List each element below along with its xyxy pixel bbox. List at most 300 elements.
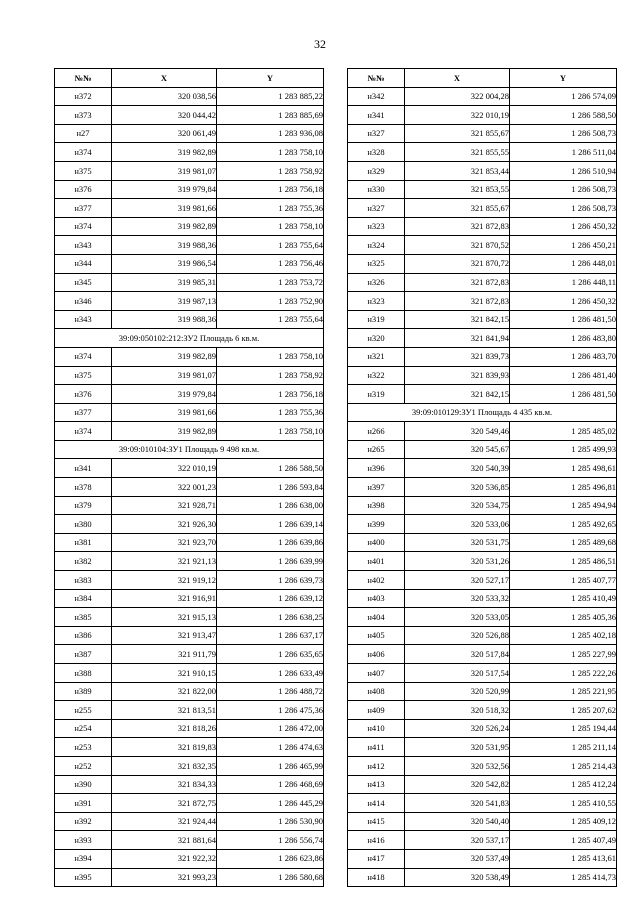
y-coordinate: 1 283 885,22 [217, 87, 324, 106]
table-row [55, 422, 324, 441]
point-number: н417 [348, 849, 405, 868]
point-number: н372 [55, 87, 112, 106]
y-coordinate: 1 285 194,44 [510, 719, 617, 738]
point-number: н320 [348, 329, 405, 348]
y-coordinate: 1 286 588,50 [217, 459, 324, 478]
table-row [55, 664, 324, 683]
y-coordinate: 1 286 475,36 [217, 701, 324, 720]
table-row [55, 849, 324, 868]
table-row [55, 589, 324, 608]
point-number: н382 [55, 552, 112, 571]
x-coordinate: 319 981,07 [112, 366, 217, 385]
table-row [348, 87, 617, 106]
x-coordinate: 320 533,32 [405, 589, 510, 608]
point-number: н387 [55, 645, 112, 664]
x-coordinate: 321 872,83 [405, 217, 510, 236]
point-number: н396 [348, 459, 405, 478]
table-row [348, 273, 617, 292]
header-num: №№ [348, 69, 405, 88]
x-coordinate: 319 985,31 [112, 273, 217, 292]
y-coordinate: 1 286 580,68 [217, 868, 324, 887]
x-coordinate: 321 926,30 [112, 515, 217, 534]
y-coordinate: 1 283 758,10 [217, 217, 324, 236]
x-coordinate: 320 531,75 [405, 533, 510, 552]
x-coordinate: 321 841,94 [405, 329, 510, 348]
x-coordinate: 320 526,88 [405, 626, 510, 645]
y-coordinate: 1 283 758,10 [217, 347, 324, 366]
table-row [55, 794, 324, 813]
y-coordinate: 1 285 409,12 [510, 812, 617, 831]
x-coordinate: 321 855,67 [405, 124, 510, 143]
point-number: н388 [55, 664, 112, 683]
point-number: н324 [348, 236, 405, 255]
x-coordinate: 320 545,67 [405, 440, 510, 459]
y-coordinate: 1 286 483,80 [510, 329, 617, 348]
y-coordinate: 1 285 485,02 [510, 422, 617, 441]
y-coordinate: 1 286 638,00 [217, 496, 324, 515]
table-row [348, 831, 617, 850]
point-number: н345 [55, 273, 112, 292]
table-row [55, 626, 324, 645]
y-coordinate: 1 285 407,49 [510, 831, 617, 850]
x-coordinate: 319 981,66 [112, 403, 217, 422]
table-row [55, 385, 324, 404]
x-coordinate: 321 834,33 [112, 775, 217, 794]
y-coordinate: 1 285 412,24 [510, 775, 617, 794]
y-coordinate: 1 286 508,73 [510, 180, 617, 199]
table-row [348, 459, 617, 478]
table-row [55, 366, 324, 385]
point-number: н342 [348, 87, 405, 106]
table-header-row [348, 69, 617, 88]
table-row [55, 756, 324, 775]
coordinates-table-left [54, 68, 324, 887]
table-row [55, 143, 324, 162]
x-coordinate: 320 549,46 [405, 422, 510, 441]
table-row [348, 385, 617, 404]
table-row [55, 701, 324, 720]
point-number: н391 [55, 794, 112, 813]
x-coordinate: 320 540,39 [405, 459, 510, 478]
table-row [55, 645, 324, 664]
x-coordinate: 319 988,36 [112, 310, 217, 329]
point-number: н319 [348, 385, 405, 404]
point-number: н375 [55, 366, 112, 385]
y-coordinate: 1 283 758,92 [217, 161, 324, 180]
x-coordinate: 321 872,75 [112, 794, 217, 813]
point-number: н265 [348, 440, 405, 459]
table-row [55, 254, 324, 273]
point-number: н377 [55, 403, 112, 422]
header-y: Y [217, 69, 324, 88]
table-body [55, 87, 324, 887]
table-row [348, 756, 617, 775]
section-title: 39:09:010129:ЗУ1 Площадь 4 435 кв.м. [348, 403, 617, 422]
y-coordinate: 1 286 468,69 [217, 775, 324, 794]
y-coordinate: 1 285 207,62 [510, 701, 617, 720]
point-number: н374 [55, 143, 112, 162]
x-coordinate: 321 919,12 [112, 571, 217, 590]
y-coordinate: 1 285 214,43 [510, 756, 617, 775]
table-row [348, 812, 617, 831]
table-row [348, 608, 617, 627]
y-coordinate: 1 285 492,65 [510, 515, 617, 534]
point-number: н380 [55, 515, 112, 534]
table-row [348, 199, 617, 218]
y-coordinate: 1 285 410,55 [510, 794, 617, 813]
x-coordinate: 319 979,84 [112, 385, 217, 404]
point-number: н254 [55, 719, 112, 738]
point-number: н323 [348, 217, 405, 236]
table-row [55, 459, 324, 478]
x-coordinate: 321 916,91 [112, 589, 217, 608]
y-coordinate: 1 283 756,18 [217, 180, 324, 199]
y-coordinate: 1 283 758,10 [217, 422, 324, 441]
y-coordinate: 1 285 486,51 [510, 552, 617, 571]
y-coordinate: 1 286 588,50 [510, 106, 617, 125]
table-row [348, 106, 617, 125]
point-number: н374 [55, 217, 112, 236]
x-coordinate: 319 982,89 [112, 217, 217, 236]
table-row [348, 775, 617, 794]
x-coordinate: 321 913,47 [112, 626, 217, 645]
x-coordinate: 319 981,66 [112, 199, 217, 218]
x-coordinate: 320 542,82 [405, 775, 510, 794]
x-coordinate: 320 538,49 [405, 868, 510, 887]
y-coordinate: 1 286 638,25 [217, 608, 324, 627]
point-number: н386 [55, 626, 112, 645]
section-title: 39:09:010104:ЗУ1 Площадь 9 498 кв.м. [55, 440, 324, 459]
x-coordinate: 320 533,05 [405, 608, 510, 627]
y-coordinate: 1 283 758,92 [217, 366, 324, 385]
x-coordinate: 321 818,26 [112, 719, 217, 738]
point-number: н415 [348, 812, 405, 831]
y-coordinate: 1 285 494,94 [510, 496, 617, 515]
point-number: н327 [348, 124, 405, 143]
x-coordinate: 320 536,85 [405, 478, 510, 497]
table-row [348, 533, 617, 552]
table-row [55, 217, 324, 236]
point-number: н381 [55, 533, 112, 552]
y-coordinate: 1 283 753,72 [217, 273, 324, 292]
x-coordinate: 320 044,42 [112, 106, 217, 125]
y-coordinate: 1 285 499,93 [510, 440, 617, 459]
x-coordinate: 321 915,13 [112, 608, 217, 627]
table-row [55, 682, 324, 701]
x-coordinate: 319 988,36 [112, 236, 217, 255]
y-coordinate: 1 286 481,50 [510, 385, 617, 404]
table-row [348, 254, 617, 273]
point-number: н252 [55, 756, 112, 775]
y-coordinate: 1 286 450,32 [510, 217, 617, 236]
table-row [55, 571, 324, 590]
table-row [55, 738, 324, 757]
point-number: н409 [348, 701, 405, 720]
table-row [55, 124, 324, 143]
point-number: н330 [348, 180, 405, 199]
point-number: н398 [348, 496, 405, 515]
table-row [348, 738, 617, 757]
y-coordinate: 1 283 755,36 [217, 403, 324, 422]
table-row [348, 626, 617, 645]
table-row [55, 87, 324, 106]
page-number: 32 [314, 37, 326, 51]
table-row [55, 478, 324, 497]
y-coordinate: 1 285 498,61 [510, 459, 617, 478]
table-row [348, 161, 617, 180]
table-row [55, 515, 324, 534]
y-coordinate: 1 283 755,36 [217, 199, 324, 218]
point-number: н404 [348, 608, 405, 627]
point-number: н400 [348, 533, 405, 552]
x-coordinate: 321 993,23 [112, 868, 217, 887]
y-coordinate: 1 286 465,99 [217, 756, 324, 775]
x-coordinate: 321 870,72 [405, 254, 510, 273]
x-coordinate: 321 853,55 [405, 180, 510, 199]
table-row [55, 403, 324, 422]
y-coordinate: 1 285 227,99 [510, 645, 617, 664]
x-coordinate: 321 839,73 [405, 347, 510, 366]
x-coordinate: 320 537,17 [405, 831, 510, 850]
y-coordinate: 1 286 483,70 [510, 347, 617, 366]
table-row [55, 161, 324, 180]
x-coordinate: 321 922,32 [112, 849, 217, 868]
y-coordinate: 1 285 496,81 [510, 478, 617, 497]
point-number: н379 [55, 496, 112, 515]
table-row [348, 794, 617, 813]
x-coordinate: 320 531,95 [405, 738, 510, 757]
x-coordinate: 321 813,51 [112, 701, 217, 720]
point-number: н401 [348, 552, 405, 571]
x-coordinate: 319 979,84 [112, 180, 217, 199]
x-coordinate: 321 910,15 [112, 664, 217, 683]
y-coordinate: 1 286 445,29 [217, 794, 324, 813]
x-coordinate: 321 923,70 [112, 533, 217, 552]
table-row [348, 515, 617, 534]
point-number: н375 [55, 161, 112, 180]
point-number: н343 [55, 236, 112, 255]
point-number: н408 [348, 682, 405, 701]
table-row [55, 775, 324, 794]
x-coordinate: 321 822,00 [112, 682, 217, 701]
x-coordinate: 320 531,26 [405, 552, 510, 571]
point-number: н27 [55, 124, 112, 143]
y-coordinate: 1 286 639,86 [217, 533, 324, 552]
y-coordinate: 1 283 756,46 [217, 254, 324, 273]
y-coordinate: 1 285 413,61 [510, 849, 617, 868]
y-coordinate: 1 286 508,73 [510, 199, 617, 218]
point-number: н329 [348, 161, 405, 180]
point-number: н392 [55, 812, 112, 831]
table-header-row [55, 69, 324, 88]
point-number: н266 [348, 422, 405, 441]
point-number: н393 [55, 831, 112, 850]
x-coordinate: 321 881,64 [112, 831, 217, 850]
coordinates-table-right [347, 68, 617, 887]
table-row [55, 199, 324, 218]
x-coordinate: 321 819,83 [112, 738, 217, 757]
y-coordinate: 1 286 637,17 [217, 626, 324, 645]
table-row [55, 608, 324, 627]
x-coordinate: 320 517,54 [405, 664, 510, 683]
x-coordinate: 321 921,13 [112, 552, 217, 571]
table-row [55, 552, 324, 571]
x-coordinate: 320 526,24 [405, 719, 510, 738]
x-coordinate: 321 855,55 [405, 143, 510, 162]
x-coordinate: 319 982,89 [112, 143, 217, 162]
table-row [348, 719, 617, 738]
x-coordinate: 321 842,15 [405, 310, 510, 329]
y-coordinate: 1 286 623,86 [217, 849, 324, 868]
point-number: н410 [348, 719, 405, 738]
x-coordinate: 321 928,71 [112, 496, 217, 515]
y-coordinate: 1 285 221,95 [510, 682, 617, 701]
point-number: н341 [55, 459, 112, 478]
table-row [348, 552, 617, 571]
x-coordinate: 321 911,79 [112, 645, 217, 664]
point-number: н405 [348, 626, 405, 645]
table-row [348, 422, 617, 441]
y-coordinate: 1 283 885,69 [217, 106, 324, 125]
y-coordinate: 1 283 752,90 [217, 292, 324, 311]
point-number: н390 [55, 775, 112, 794]
y-coordinate: 1 286 448,11 [510, 273, 617, 292]
x-coordinate: 319 982,89 [112, 347, 217, 366]
table-row [348, 440, 617, 459]
point-number: н402 [348, 571, 405, 590]
x-coordinate: 320 527,17 [405, 571, 510, 590]
point-number: н395 [55, 868, 112, 887]
x-coordinate: 322 004,28 [405, 87, 510, 106]
point-number: н323 [348, 292, 405, 311]
x-coordinate: 321 853,44 [405, 161, 510, 180]
point-number: н397 [348, 478, 405, 497]
table-row [348, 589, 617, 608]
y-coordinate: 1 286 474,63 [217, 738, 324, 757]
section-row [55, 329, 324, 348]
header-y: Y [510, 69, 617, 88]
y-coordinate: 1 283 755,64 [217, 236, 324, 255]
x-coordinate: 320 061,49 [112, 124, 217, 143]
y-coordinate: 1 286 635,65 [217, 645, 324, 664]
point-number: н394 [55, 849, 112, 868]
point-number: н325 [348, 254, 405, 273]
y-coordinate: 1 286 574,09 [510, 87, 617, 106]
table-row [348, 571, 617, 590]
point-number: н413 [348, 775, 405, 794]
x-coordinate: 320 541,83 [405, 794, 510, 813]
table-row [348, 347, 617, 366]
y-coordinate: 1 283 936,08 [217, 124, 324, 143]
point-number: н377 [55, 199, 112, 218]
point-number: н378 [55, 478, 112, 497]
point-number: н373 [55, 106, 112, 125]
y-coordinate: 1 286 448,01 [510, 254, 617, 273]
y-coordinate: 1 283 758,10 [217, 143, 324, 162]
table-row [55, 292, 324, 311]
point-number: н385 [55, 608, 112, 627]
point-number: н374 [55, 347, 112, 366]
y-coordinate: 1 286 639,99 [217, 552, 324, 571]
x-coordinate: 319 981,07 [112, 161, 217, 180]
table-row [348, 236, 617, 255]
x-coordinate: 321 924,44 [112, 812, 217, 831]
y-coordinate: 1 286 639,12 [217, 589, 324, 608]
y-coordinate: 1 286 488,72 [217, 682, 324, 701]
y-coordinate: 1 286 510,94 [510, 161, 617, 180]
section-row [348, 403, 617, 422]
table-row [348, 143, 617, 162]
y-coordinate: 1 285 211,14 [510, 738, 617, 757]
y-coordinate: 1 285 410,49 [510, 589, 617, 608]
point-number: н343 [55, 310, 112, 329]
point-number: н341 [348, 106, 405, 125]
point-number: н327 [348, 199, 405, 218]
section-title: 39:09:050102:212:ЗУ2 Площадь 6 кв.м. [55, 329, 324, 348]
y-coordinate: 1 285 222,26 [510, 664, 617, 683]
table-row [55, 273, 324, 292]
x-coordinate: 321 872,83 [405, 273, 510, 292]
point-number: н406 [348, 645, 405, 664]
table-row [348, 645, 617, 664]
x-coordinate: 319 982,89 [112, 422, 217, 441]
point-number: н326 [348, 273, 405, 292]
y-coordinate: 1 286 639,73 [217, 571, 324, 590]
y-coordinate: 1 286 593,84 [217, 478, 324, 497]
header-x: X [405, 69, 510, 88]
y-coordinate: 1 285 414,73 [510, 868, 617, 887]
table-row [55, 719, 324, 738]
table-row [348, 292, 617, 311]
table-row [348, 868, 617, 887]
x-coordinate: 320 534,75 [405, 496, 510, 515]
point-number: н399 [348, 515, 405, 534]
table-row [348, 366, 617, 385]
header-x: X [112, 69, 217, 88]
x-coordinate: 322 010,19 [405, 106, 510, 125]
x-coordinate: 320 038,56 [112, 87, 217, 106]
y-coordinate: 1 285 402,18 [510, 626, 617, 645]
table-row [348, 329, 617, 348]
point-number: н321 [348, 347, 405, 366]
y-coordinate: 1 286 530,90 [217, 812, 324, 831]
x-coordinate: 321 842,15 [405, 385, 510, 404]
y-coordinate: 1 283 755,64 [217, 310, 324, 329]
y-coordinate: 1 285 489,68 [510, 533, 617, 552]
point-number: н328 [348, 143, 405, 162]
y-coordinate: 1 285 405,36 [510, 608, 617, 627]
y-coordinate: 1 286 508,73 [510, 124, 617, 143]
point-number: н389 [55, 682, 112, 701]
point-number: н383 [55, 571, 112, 590]
y-coordinate: 1 285 407,77 [510, 571, 617, 590]
table-row [55, 347, 324, 366]
x-coordinate: 321 839,93 [405, 366, 510, 385]
x-coordinate: 319 987,13 [112, 292, 217, 311]
y-coordinate: 1 286 481,40 [510, 366, 617, 385]
x-coordinate: 320 520,99 [405, 682, 510, 701]
section-row [55, 440, 324, 459]
x-coordinate: 321 870,52 [405, 236, 510, 255]
y-coordinate: 1 286 633,49 [217, 664, 324, 683]
table-row [348, 124, 617, 143]
x-coordinate: 321 855,67 [405, 199, 510, 218]
table-row [55, 533, 324, 552]
point-number: н412 [348, 756, 405, 775]
table-row [55, 496, 324, 515]
point-number: н376 [55, 180, 112, 199]
x-coordinate: 320 518,32 [405, 701, 510, 720]
